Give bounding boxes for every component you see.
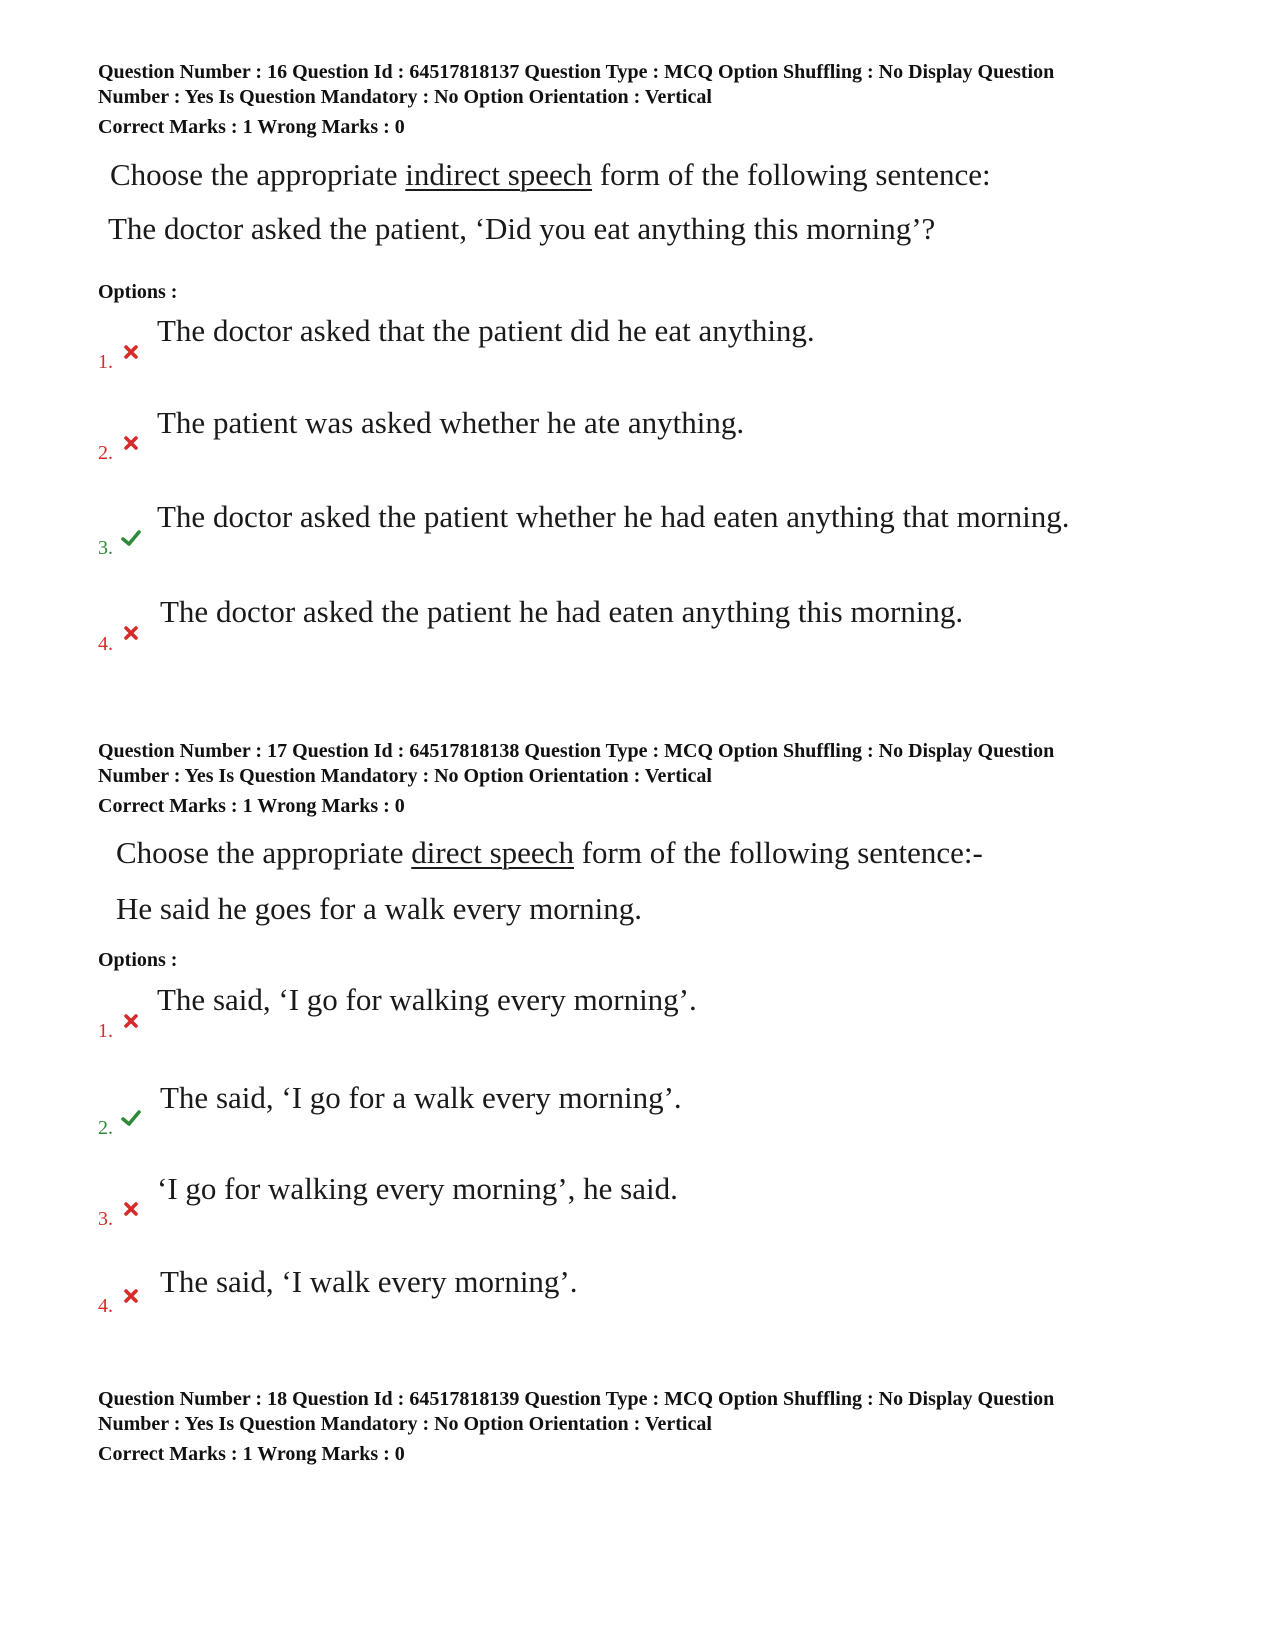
question-17-sentence: He said he goes for a walk every morning. <box>116 891 642 926</box>
option-number: 3. <box>98 1208 113 1230</box>
question-meta-line: Number : Yes Is Question Mandatory : No Option Orientation : Vertical <box>98 1413 712 1435</box>
option-number: 4. <box>98 633 113 655</box>
question-16-prompt <box>110 156 991 194</box>
options-label: Options : <box>98 949 178 971</box>
option-text: The said, ‘I walk every morning’. <box>160 1264 578 1299</box>
question-16-sentence: The doctor asked the patient, ‘Did you eat anything this morning’? <box>108 211 936 246</box>
cross-icon <box>122 343 140 361</box>
question-16-meta <box>98 60 1218 140</box>
question-meta-line: Question Number : 17 Question Id : 64517818138 Question Type : MCQ Option Shuffling : No Display Question <box>98 740 1055 762</box>
cross-icon <box>122 1012 140 1030</box>
option-text: The patient was asked whether he ate anything. <box>157 405 745 440</box>
prompt-text: Choose the appropriate <box>110 157 406 192</box>
option-number: 4. <box>98 1295 113 1317</box>
question-meta-line: Number : Yes Is Question Mandatory : No Option Orientation : Vertical <box>98 86 712 108</box>
question-17-meta <box>98 739 1218 819</box>
option-text: The said, ‘I go for walking every morning’. <box>157 982 697 1017</box>
question-meta-line: Question Number : 16 Question Id : 64517818137 Question Type : MCQ Option Shuffling : No Display Question <box>98 61 1055 83</box>
question-marks: Correct Marks : 1 Wrong Marks : 0 <box>98 1443 405 1465</box>
option-number: 1. <box>98 351 113 373</box>
cross-icon <box>122 1287 140 1305</box>
option-text: The doctor asked the patient whether he had eaten anything that morning. <box>157 499 1070 534</box>
question-meta-line: Question Number : 18 Question Id : 64517818139 Question Type : MCQ Option Shuffling : No Display Question <box>98 1388 1055 1410</box>
check-icon <box>120 1108 142 1128</box>
question-marks: Correct Marks : 1 Wrong Marks : 0 <box>98 795 405 817</box>
cross-icon <box>122 1200 140 1218</box>
cross-icon <box>122 434 140 452</box>
prompt-underlined-term: indirect speech <box>405 157 593 192</box>
question-17-prompt <box>116 834 983 872</box>
option-text: The doctor asked that the patient did he eat anything. <box>157 313 815 348</box>
prompt-text: form of the following sentence:- <box>573 835 983 870</box>
check-icon <box>120 528 142 548</box>
option-number: 2. <box>98 1117 113 1139</box>
options-label: Options : <box>98 281 178 303</box>
option-number: 3. <box>98 537 113 559</box>
option-number: 1. <box>98 1020 113 1042</box>
prompt-text: form of the following sentence: <box>592 157 991 192</box>
question-meta-line: Number : Yes Is Question Mandatory : No Option Orientation : Vertical <box>98 765 712 787</box>
cross-icon <box>122 624 140 642</box>
question-18-meta <box>98 1387 1218 1467</box>
question-marks: Correct Marks : 1 Wrong Marks : 0 <box>98 116 405 138</box>
option-text: ‘I go for walking every morning’, he said. <box>157 1171 678 1206</box>
option-text: The said, ‘I go for a walk every morning’. <box>160 1080 682 1115</box>
prompt-text: Choose the appropriate <box>116 835 412 870</box>
prompt-underlined-term: direct speech <box>411 835 574 870</box>
option-text: The doctor asked the patient he had eaten anything this morning. <box>160 594 964 629</box>
option-number: 2. <box>98 442 113 464</box>
